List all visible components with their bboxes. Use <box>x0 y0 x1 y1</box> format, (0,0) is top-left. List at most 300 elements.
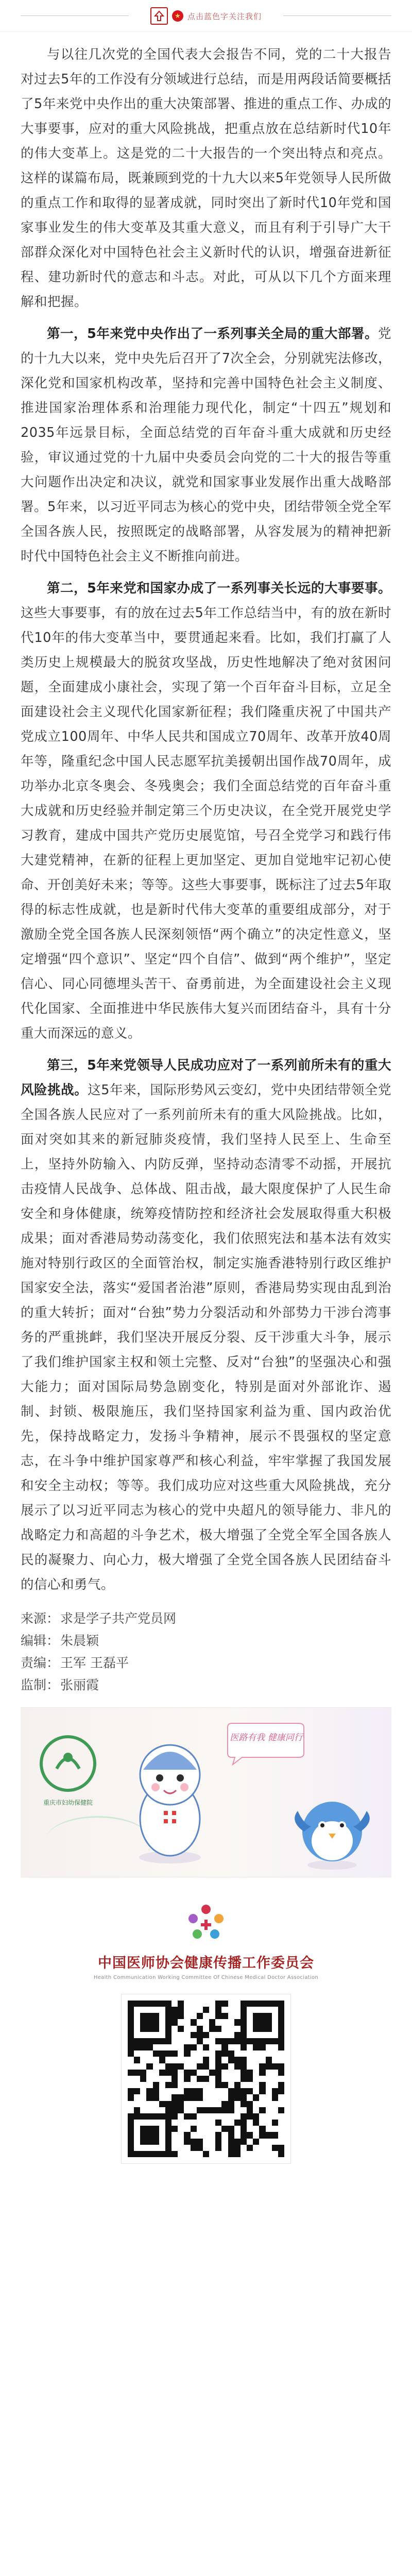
qr-module <box>171 2151 178 2157</box>
qr-module <box>146 2001 152 2007</box>
qr-module <box>234 2032 241 2038</box>
qr-module <box>159 2063 165 2070</box>
qr-module <box>191 2057 197 2063</box>
qr-module <box>241 2026 247 2032</box>
qr-module <box>234 2107 241 2113</box>
qr-module <box>159 2132 165 2138</box>
qr-module <box>272 2101 278 2107</box>
qr-module <box>128 2038 134 2044</box>
qr-module <box>184 2113 190 2120</box>
qr-module <box>241 2113 247 2120</box>
qr-module <box>234 2076 241 2082</box>
qr-module <box>197 2132 203 2138</box>
qr-module <box>228 2151 234 2157</box>
qr-module <box>171 2126 178 2132</box>
qr-module <box>159 2026 165 2032</box>
qr-module <box>171 2145 178 2151</box>
qr-module <box>241 2088 247 2094</box>
qr-module <box>228 2126 234 2132</box>
qr-module <box>184 2126 190 2132</box>
qr-module <box>253 2057 259 2063</box>
qr-module <box>278 2082 284 2088</box>
qr-module <box>159 2082 165 2088</box>
qr-module <box>134 2063 140 2070</box>
qr-module <box>215 2145 221 2151</box>
qr-module <box>191 2032 197 2038</box>
qr-module <box>159 2107 165 2113</box>
qr-module <box>146 2126 152 2132</box>
qr-module <box>178 2139 184 2145</box>
qr-module <box>146 2107 152 2113</box>
qr-module <box>146 2032 152 2038</box>
qr-module <box>209 2076 215 2082</box>
qr-module <box>184 2050 190 2057</box>
qr-module <box>197 2076 203 2082</box>
qr-module <box>234 2088 241 2094</box>
qr-module <box>134 2107 140 2113</box>
qr-module <box>228 2038 234 2044</box>
qr-module <box>209 2107 215 2113</box>
qr-module <box>165 2044 171 2050</box>
qr-module <box>253 2139 259 2145</box>
qr-module <box>191 2044 197 2050</box>
qr-module <box>171 2120 178 2126</box>
qr-module <box>259 2001 265 2007</box>
qr-module <box>153 2050 159 2057</box>
qr-module <box>203 2151 209 2157</box>
qr-module <box>146 2050 152 2057</box>
qr-module <box>241 2050 247 2057</box>
qr-module <box>215 2019 221 2025</box>
qr-module <box>241 2076 247 2082</box>
qr-module <box>153 2139 159 2145</box>
qr-module <box>253 2145 259 2151</box>
qr-module <box>241 2070 247 2076</box>
qr-module <box>184 2076 190 2082</box>
qr-module <box>197 2145 203 2151</box>
qr-module <box>253 2044 259 2050</box>
qr-module <box>203 2007 209 2013</box>
qr-module <box>146 2057 152 2063</box>
qr-module <box>209 2145 215 2151</box>
qr-module <box>272 2082 278 2088</box>
qr-module <box>146 2019 152 2025</box>
qr-module <box>259 2038 265 2044</box>
qr-module <box>178 2007 184 2013</box>
qr-module <box>128 2070 134 2076</box>
qr-module <box>253 2038 259 2044</box>
qr-module <box>171 2019 178 2025</box>
qr-module <box>146 2139 152 2145</box>
qr-module <box>234 2082 241 2088</box>
qr-module <box>234 2050 241 2057</box>
qr-module <box>153 2007 159 2013</box>
follow-banner[interactable] <box>0 0 412 32</box>
follow-text[interactable]: 点击蓝色字关注我们 <box>187 11 262 21</box>
qr-module <box>128 2044 134 2050</box>
qr-module <box>259 2145 265 2151</box>
qr-module <box>228 2057 234 2063</box>
qr-code[interactable] <box>121 1994 291 2164</box>
qr-module <box>178 2094 184 2100</box>
qr-module <box>234 2038 241 2044</box>
qr-module <box>184 2038 190 2044</box>
qr-module <box>191 2139 197 2145</box>
qr-module <box>165 2076 171 2082</box>
qr-module <box>221 2139 228 2145</box>
qr-module <box>178 2001 184 2007</box>
qr-module <box>165 2088 171 2094</box>
qr-module <box>234 2126 241 2132</box>
qr-module <box>228 2050 234 2057</box>
slogan-text: 医路有我 健康同行 <box>230 1733 303 1743</box>
qr-module <box>215 2113 221 2120</box>
qr-module <box>234 2070 241 2076</box>
qr-module <box>203 2082 209 2088</box>
qr-module <box>197 2057 203 2063</box>
editor-name: 朱晨颖 <box>60 1633 99 1648</box>
qr-module <box>241 2063 247 2070</box>
qr-module <box>128 2151 134 2157</box>
qr-module <box>128 2107 134 2113</box>
qr-module <box>215 2082 221 2088</box>
qr-module <box>178 2044 184 2050</box>
qr-module <box>146 2132 152 2138</box>
qr-module <box>191 2076 197 2082</box>
qr-module <box>128 2132 134 2138</box>
qr-module <box>203 2026 209 2032</box>
qr-module <box>191 2120 197 2126</box>
qr-module <box>278 2088 284 2094</box>
qr-module <box>272 2007 278 2013</box>
qr-module <box>203 2050 209 2057</box>
qr-module <box>228 2026 234 2032</box>
qr-module <box>253 2126 259 2132</box>
qr-module <box>128 2120 134 2126</box>
qr-module <box>221 2063 228 2070</box>
qr-module <box>184 2132 190 2138</box>
qr-module <box>266 2038 272 2044</box>
paragraph-text: 与以往几次党的全国代表大会报告不同，党的二十大报告对过去5年的工作没有分领域进行总结，而是用两段话简要概括了5年来党中央作出的重大决策部署、推进的重点工作、办成的大事要事，应对的重大风险挑战，把重点放在总结新时代10年的伟大变革上。这是党的二十大报告的一个突出特点和亮点。这样的谋篇布局，既兼顾到党的十九大以来5年党领导人民所做的重点工作和取得的显著成就，同时突出了新时代10年党和国家事业发生的伟大变革及其重大意义，而且有利于引导广大干部群众深化对中国特色社会主义新时代的认识，增强奋进新征程、建功新时代的意志和斗志。对此，可从以下几个方面来理解和把握。 <box>21 47 391 310</box>
qr-module <box>228 2044 234 2050</box>
qr-module <box>178 2132 184 2138</box>
qr-module <box>215 2007 221 2013</box>
qr-module <box>272 2038 278 2044</box>
qr-module <box>146 2094 152 2100</box>
qr-module <box>259 2044 265 2050</box>
qr-module <box>134 2132 140 2138</box>
qr-module <box>272 2151 278 2157</box>
qr-module <box>153 2088 159 2094</box>
qr-module <box>241 2019 247 2025</box>
qr-module <box>241 2001 247 2007</box>
qr-module <box>215 2013 221 2019</box>
qr-module <box>259 2126 265 2132</box>
qr-module <box>128 2013 134 2019</box>
qr-module <box>266 2050 272 2057</box>
qr-module <box>272 2132 278 2138</box>
qr-module <box>178 2050 184 2057</box>
qr-module <box>184 2120 190 2126</box>
qr-module <box>159 2076 165 2082</box>
qr-module <box>128 2032 134 2038</box>
qr-module <box>278 2094 284 2100</box>
qr-module <box>272 2019 278 2025</box>
qr-module <box>203 2145 209 2151</box>
qr-module <box>234 2063 241 2070</box>
qr-module <box>128 2007 134 2013</box>
qr-module <box>272 2057 278 2063</box>
qr-module <box>278 2032 284 2038</box>
qr-module <box>253 2101 259 2107</box>
paragraph-intro <box>21 42 391 314</box>
qr-module <box>241 2094 247 2100</box>
qr-module <box>140 2151 146 2157</box>
qr-module <box>209 2038 215 2044</box>
qr-module <box>278 2139 284 2145</box>
qr-module <box>191 2088 197 2094</box>
qr-module <box>159 2057 165 2063</box>
qr-module <box>146 2070 152 2076</box>
paragraph-lead: 第二，5年来党和国家办成了一系列事关长远的大事要事。 <box>47 581 391 596</box>
credit-editor: 编辑：朱晨颖 <box>21 1633 99 1648</box>
qr-module <box>178 2145 184 2151</box>
qr-module <box>159 2101 165 2107</box>
qr-module <box>134 2145 140 2151</box>
qr-module <box>215 2101 221 2107</box>
qr-module <box>140 2026 146 2032</box>
qr-module <box>184 2063 190 2070</box>
qr-module <box>134 2001 140 2007</box>
qr-module <box>209 2101 215 2107</box>
qr-module <box>253 2063 259 2070</box>
qr-module <box>241 2145 247 2151</box>
qr-module <box>191 2038 197 2044</box>
qr-module <box>247 2082 253 2088</box>
qr-module <box>128 2026 134 2032</box>
qr-module <box>253 2050 259 2057</box>
qr-module <box>171 2032 178 2038</box>
qr-module <box>272 2088 278 2094</box>
qr-module <box>191 2050 197 2057</box>
qr-module <box>178 2120 184 2126</box>
qr-module <box>134 2026 140 2032</box>
qr-module <box>203 2070 209 2076</box>
qr-module <box>159 2007 165 2013</box>
qr-module <box>203 2120 209 2126</box>
qr-module <box>247 2013 253 2019</box>
qr-module <box>178 2101 184 2107</box>
qr-module <box>278 2107 284 2113</box>
qr-module <box>140 2120 146 2126</box>
qr-module <box>171 2101 178 2107</box>
qr-module <box>234 2001 241 2007</box>
qr-module <box>146 2038 152 2044</box>
qr-module <box>134 2032 140 2038</box>
qr-module <box>221 2076 228 2082</box>
qr-module <box>134 2113 140 2120</box>
qr-module <box>259 2026 265 2032</box>
qr-module <box>184 2007 190 2013</box>
mascot-doctor-icon <box>118 1728 221 1873</box>
qr-module <box>203 2038 209 2044</box>
qr-module <box>128 2063 134 2070</box>
qr-module <box>197 2032 203 2038</box>
qr-module <box>140 2019 146 2025</box>
qr-module <box>209 2094 215 2100</box>
qr-module <box>266 2094 272 2100</box>
qr-module <box>266 2082 272 2088</box>
qr-module <box>247 2094 253 2100</box>
qr-module <box>184 2139 190 2145</box>
qr-module <box>140 2132 146 2138</box>
qr-module <box>272 2001 278 2007</box>
qr-module <box>228 2063 234 2070</box>
article-body <box>0 32 412 1597</box>
qr-module <box>153 2038 159 2044</box>
qr-module <box>209 2132 215 2138</box>
qr-module <box>128 2019 134 2025</box>
qr-module <box>228 2120 234 2126</box>
qr-module <box>197 2094 203 2100</box>
qr-module <box>266 2001 272 2007</box>
qr-module <box>247 2101 253 2107</box>
qr-module <box>178 2070 184 2076</box>
qr-module <box>278 2038 284 2044</box>
qr-module <box>140 2038 146 2044</box>
qr-module <box>191 2151 197 2157</box>
qr-module <box>146 2120 152 2126</box>
qr-module <box>272 2107 278 2113</box>
qr-module <box>241 2120 247 2126</box>
qr-module <box>259 2132 265 2138</box>
qr-module <box>178 2107 184 2113</box>
qr-module <box>278 2132 284 2138</box>
reviewer-name: 王军 王磊平 <box>60 1655 129 1670</box>
qr-module <box>234 2113 241 2120</box>
qr-module <box>165 2101 171 2107</box>
qr-module <box>247 2057 253 2063</box>
qr-module <box>178 2063 184 2070</box>
qr-module <box>266 2088 272 2094</box>
qr-module <box>272 2032 278 2038</box>
qr-module <box>140 2032 146 2038</box>
qr-module <box>266 2120 272 2126</box>
qr-module <box>234 2120 241 2126</box>
qr-module <box>197 2107 203 2113</box>
qr-module <box>266 2026 272 2032</box>
qr-module <box>209 2082 215 2088</box>
qr-module <box>228 2019 234 2025</box>
qr-module <box>278 2044 284 2050</box>
qr-module <box>272 2113 278 2120</box>
qr-module <box>259 2063 265 2070</box>
qr-module <box>178 2057 184 2063</box>
qr-module <box>221 2082 228 2088</box>
qr-module <box>153 2094 159 2100</box>
qr-module <box>259 2007 265 2013</box>
up-arrow-icon[interactable] <box>150 7 168 25</box>
qr-module <box>184 2107 190 2113</box>
qr-module <box>191 2126 197 2132</box>
qr-module <box>247 2107 253 2113</box>
qr-module <box>228 2145 234 2151</box>
qr-module <box>253 2088 259 2094</box>
qr-module <box>165 2063 171 2070</box>
qr-module <box>221 2026 228 2032</box>
qr-module <box>184 2145 190 2151</box>
qr-module <box>171 2007 178 2013</box>
qr-module <box>266 2126 272 2132</box>
qr-module <box>146 2145 152 2151</box>
qr-module <box>221 2107 228 2113</box>
qr-module <box>234 2139 241 2145</box>
qr-module <box>209 2113 215 2120</box>
qr-module <box>171 2082 178 2088</box>
qr-module <box>153 2026 159 2032</box>
qr-module <box>259 2094 265 2100</box>
qr-module <box>197 2001 203 2007</box>
qr-module <box>178 2082 184 2088</box>
qr-module <box>178 2026 184 2032</box>
qr-module <box>272 2126 278 2132</box>
qr-module <box>159 2013 165 2019</box>
qr-module <box>153 2057 159 2063</box>
qr-module <box>197 2113 203 2120</box>
qr-module <box>165 2126 171 2132</box>
qr-module <box>153 2101 159 2107</box>
qr-module <box>203 2032 209 2038</box>
qr-module <box>272 2070 278 2076</box>
qr-module <box>247 2113 253 2120</box>
mascot-banner <box>21 1707 391 1877</box>
hospital-name: 重庆市妇幼保健院 <box>43 1799 93 1806</box>
qr-module <box>197 2139 203 2145</box>
qr-module <box>146 2101 152 2107</box>
qr-module <box>259 2057 265 2063</box>
qr-module <box>266 2063 272 2070</box>
qr-module <box>197 2151 203 2157</box>
qr-module <box>134 2126 140 2132</box>
qr-module <box>221 2038 228 2044</box>
qr-module <box>215 2107 221 2113</box>
qr-module <box>278 2057 284 2063</box>
qr-module <box>128 2139 134 2145</box>
qr-module <box>234 2145 241 2151</box>
qr-module <box>209 2001 215 2007</box>
qr-module <box>178 2032 184 2038</box>
paragraph-point-1 <box>21 321 391 569</box>
qr-module <box>253 2007 259 2013</box>
qr-module <box>215 2120 221 2126</box>
qr-module <box>159 2113 165 2120</box>
qr-module <box>278 2120 284 2126</box>
qr-module <box>215 2001 221 2007</box>
qr-module <box>215 2126 221 2132</box>
qr-module <box>241 2101 247 2107</box>
qr-module <box>153 2013 159 2019</box>
qr-module <box>197 2101 203 2107</box>
qr-module <box>134 2088 140 2094</box>
qr-module <box>209 2139 215 2145</box>
follow-badge[interactable] <box>129 4 283 28</box>
qr-module <box>266 2132 272 2138</box>
qr-module <box>140 2070 146 2076</box>
qr-module <box>234 2101 241 2107</box>
qr-module <box>209 2026 215 2032</box>
qr-module <box>259 2151 265 2157</box>
qr-module <box>134 2139 140 2145</box>
